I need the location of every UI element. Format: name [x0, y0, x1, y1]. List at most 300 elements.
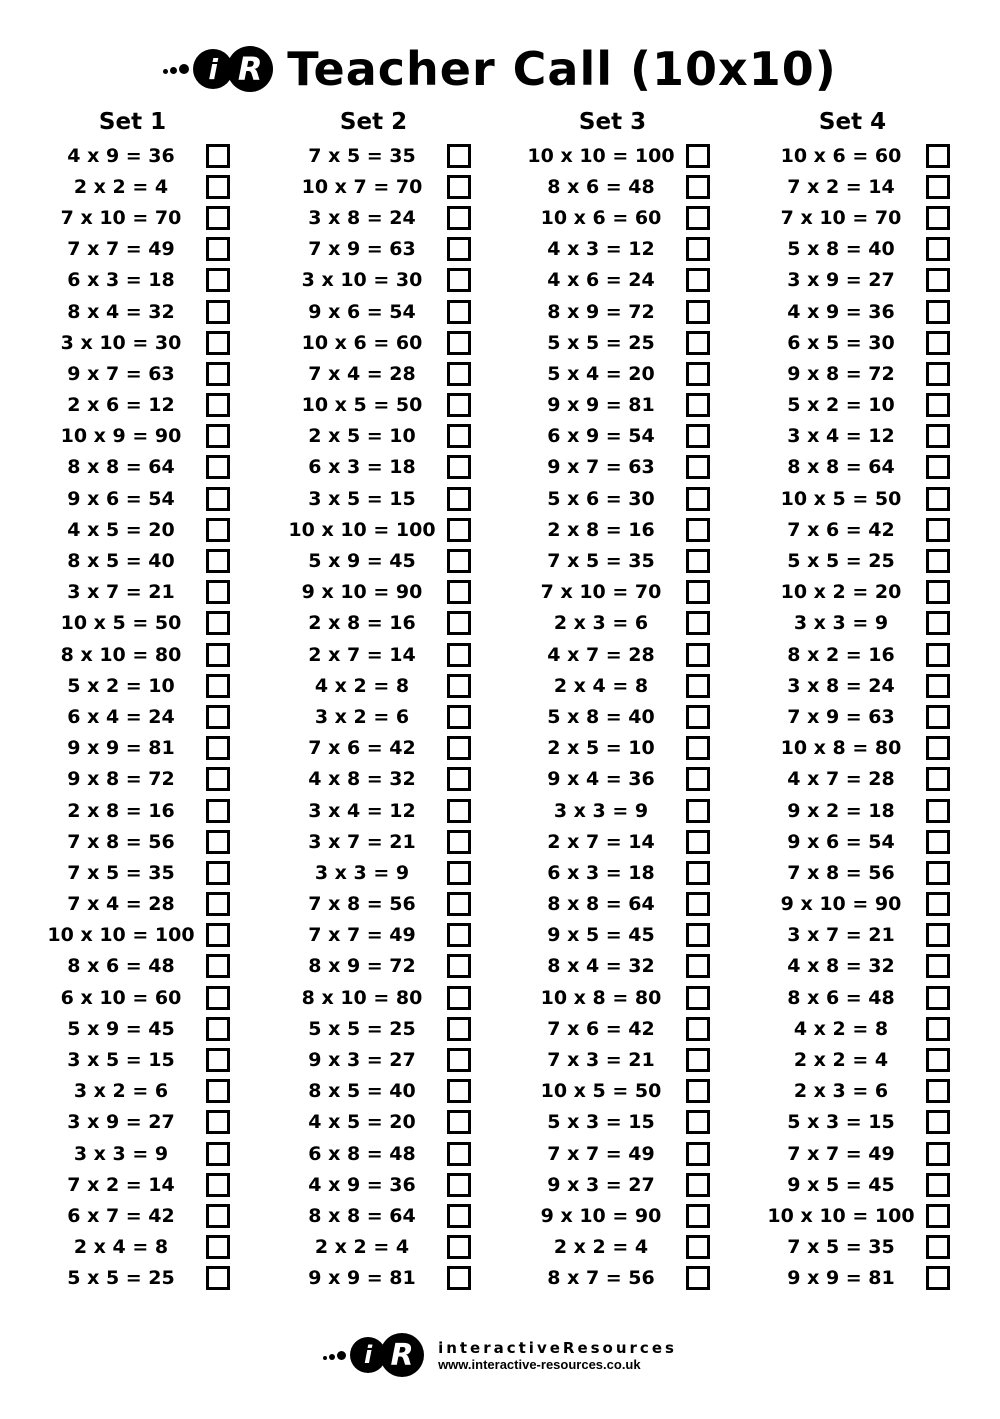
fact-checkbox[interactable]: [206, 892, 230, 916]
fact-checkbox[interactable]: [686, 923, 710, 947]
fact-checkbox[interactable]: [686, 1173, 710, 1197]
fact-checkbox[interactable]: [447, 611, 471, 635]
fact-checkbox[interactable]: [686, 611, 710, 635]
fact-checkbox[interactable]: [926, 1142, 950, 1166]
fact-row: [45, 390, 275, 421]
fact-text: 9 x 5 = 45: [787, 1173, 895, 1196]
fact-checkbox[interactable]: [926, 487, 950, 511]
fact-checkbox[interactable]: [447, 892, 471, 916]
fact-row: [525, 639, 755, 670]
fact-text: 7 x 10 = 70: [540, 581, 662, 604]
fact-checkbox[interactable]: [926, 1017, 950, 1041]
fact-text: 7 x 5 = 35: [547, 550, 655, 573]
fact-checkbox[interactable]: [447, 1204, 471, 1228]
set-title: Set 3: [578, 109, 647, 135]
fact-checkbox[interactable]: [926, 1235, 950, 1259]
fact-row: [45, 1044, 275, 1075]
fact-checkbox[interactable]: [447, 1142, 471, 1166]
fact-text: 6 x 10 = 60: [60, 986, 182, 1009]
fact-checkbox[interactable]: [206, 767, 230, 791]
fact-checkbox[interactable]: [447, 549, 471, 573]
fact-checkbox[interactable]: [447, 393, 471, 417]
fact-row: [45, 920, 275, 951]
fact-checkbox[interactable]: [206, 1048, 230, 1072]
fact-checkbox[interactable]: [206, 1204, 230, 1228]
fact-checkbox[interactable]: [926, 331, 950, 355]
fact-row: [765, 296, 995, 327]
fact-text: 7 x 6 = 42: [787, 518, 895, 541]
fact-text: 5 x 6 = 30: [547, 487, 655, 510]
fact-checkbox[interactable]: [206, 954, 230, 978]
fact-checkbox[interactable]: [206, 1266, 230, 1290]
fact-row: [286, 296, 516, 327]
fact-text: 9 x 6 = 54: [787, 830, 895, 853]
fact-checkbox[interactable]: [686, 674, 710, 698]
fact-checkbox[interactable]: [447, 268, 471, 292]
fact-row: [765, 826, 995, 857]
fact-checkbox[interactable]: [926, 1173, 950, 1197]
set-title: Set 2: [339, 109, 408, 135]
fact-row: [765, 920, 995, 951]
fact-row: [45, 701, 275, 732]
fact-row: [286, 1138, 516, 1169]
fact-row: [765, 857, 995, 888]
fact-checkbox[interactable]: [447, 861, 471, 885]
ir-logo: [163, 46, 273, 92]
fact-row: [45, 608, 275, 639]
fact-checkbox[interactable]: [686, 300, 710, 324]
fact-row: [45, 483, 275, 514]
fact-checkbox[interactable]: [926, 1266, 950, 1290]
set-column: [525, 104, 755, 1294]
fact-checkbox[interactable]: [447, 1048, 471, 1072]
fact-row: [45, 1013, 275, 1044]
fact-checkbox[interactable]: [206, 643, 230, 667]
fact-text: 5 x 3 = 15: [787, 1111, 895, 1134]
fact-checkbox[interactable]: [447, 736, 471, 760]
fact-checkbox[interactable]: [206, 362, 230, 386]
fact-checkbox[interactable]: [447, 1173, 471, 1197]
fact-checkbox[interactable]: [206, 861, 230, 885]
fact-checkbox[interactable]: [206, 799, 230, 823]
fact-text: 8 x 2 = 16: [787, 643, 895, 666]
fact-text: 7 x 3 = 21: [547, 1049, 655, 1072]
fact-row: [525, 327, 755, 358]
fact-row: [525, 265, 755, 296]
fact-checkbox[interactable]: [206, 268, 230, 292]
fact-checkbox[interactable]: [926, 767, 950, 791]
fact-row: [286, 733, 516, 764]
fact-checkbox[interactable]: [447, 674, 471, 698]
fact-checkbox[interactable]: [206, 1235, 230, 1259]
fact-text: 3 x 9 = 27: [67, 1111, 175, 1134]
fact-checkbox[interactable]: [926, 1079, 950, 1103]
fact-checkbox[interactable]: [686, 643, 710, 667]
fact-checkbox[interactable]: [686, 206, 710, 230]
fact-checkbox[interactable]: [447, 830, 471, 854]
fact-checkbox[interactable]: [926, 892, 950, 916]
footer-text: [438, 1339, 677, 1372]
fact-checkbox[interactable]: [206, 1110, 230, 1134]
fact-checkbox[interactable]: [926, 705, 950, 729]
fact-checkbox[interactable]: [686, 393, 710, 417]
fact-text: 8 x 8 = 64: [67, 456, 175, 479]
fact-checkbox[interactable]: [686, 549, 710, 573]
fact-checkbox[interactable]: [926, 580, 950, 604]
fact-row: [286, 764, 516, 795]
fact-checkbox[interactable]: [447, 175, 471, 199]
fact-text: 6 x 3 = 18: [67, 269, 175, 292]
fact-row: [286, 1107, 516, 1138]
fact-list: [45, 140, 275, 1294]
fact-text: 3 x 8 = 24: [308, 206, 416, 229]
fact-checkbox[interactable]: [926, 362, 950, 386]
fact-row: [525, 1200, 755, 1231]
fact-row: [525, 1169, 755, 1200]
fact-checkbox[interactable]: [447, 580, 471, 604]
fact-checkbox[interactable]: [447, 705, 471, 729]
fact-checkbox[interactable]: [686, 362, 710, 386]
fact-text: 4 x 6 = 24: [547, 269, 655, 292]
fact-text: 9 x 10 = 90: [540, 1204, 662, 1227]
fact-checkbox[interactable]: [206, 736, 230, 760]
fact-checkbox[interactable]: [206, 611, 230, 635]
fact-text: 5 x 2 = 10: [787, 394, 895, 417]
fact-text: 3 x 3 = 9: [793, 612, 889, 635]
fact-checkbox[interactable]: [926, 455, 950, 479]
fact-row: [765, 234, 995, 265]
fact-checkbox[interactable]: [686, 986, 710, 1010]
fact-checkbox[interactable]: [206, 393, 230, 417]
fact-checkbox[interactable]: [926, 861, 950, 885]
fact-checkbox[interactable]: [206, 487, 230, 511]
fact-text: 4 x 7 = 28: [547, 643, 655, 666]
fact-row: [286, 452, 516, 483]
fact-row: [45, 1138, 275, 1169]
fact-text: 4 x 8 = 32: [787, 955, 895, 978]
fact-checkbox[interactable]: [206, 580, 230, 604]
fact-row: [765, 982, 995, 1013]
fact-text: 10 x 5 = 50: [540, 1080, 662, 1103]
fact-text: 9 x 3 = 27: [547, 1173, 655, 1196]
fact-row: [765, 951, 995, 982]
fact-checkbox[interactable]: [447, 1266, 471, 1290]
fact-row: [45, 951, 275, 982]
fact-checkbox[interactable]: [926, 1110, 950, 1134]
fact-checkbox[interactable]: [686, 580, 710, 604]
fact-checkbox[interactable]: [206, 1079, 230, 1103]
fact-text: 7 x 4 = 28: [308, 362, 416, 385]
fact-checkbox[interactable]: [926, 518, 950, 542]
footer-logo: [323, 1333, 424, 1377]
page-title: Teacher Call (10x10): [287, 42, 837, 96]
fact-text: 5 x 3 = 15: [547, 1111, 655, 1134]
fact-checkbox[interactable]: [926, 393, 950, 417]
fact-text: 2 x 3 = 6: [553, 612, 649, 635]
fact-checkbox[interactable]: [206, 518, 230, 542]
fact-row: [765, 390, 995, 421]
fact-text: 3 x 7 = 21: [308, 830, 416, 853]
fact-checkbox[interactable]: [926, 300, 950, 324]
fact-row: [765, 514, 995, 545]
fact-checkbox[interactable]: [206, 986, 230, 1010]
fact-text: 4 x 3 = 12: [547, 238, 655, 261]
fact-text: 7 x 9 = 63: [308, 238, 416, 261]
fact-checkbox[interactable]: [447, 206, 471, 230]
fact-text: 10 x 8 = 80: [540, 986, 662, 1009]
fact-checkbox[interactable]: [686, 144, 710, 168]
fact-row: [286, 1263, 516, 1294]
fact-checkbox[interactable]: [206, 331, 230, 355]
fact-checkbox[interactable]: [206, 237, 230, 261]
fact-text: 8 x 8 = 64: [787, 456, 895, 479]
fact-row: [286, 1076, 516, 1107]
fact-text: 3 x 7 = 21: [787, 924, 895, 947]
fact-checkbox[interactable]: [926, 237, 950, 261]
fact-checkbox[interactable]: [686, 487, 710, 511]
fact-checkbox[interactable]: [926, 144, 950, 168]
fact-text: 9 x 2 = 18: [787, 799, 895, 822]
fact-checkbox[interactable]: [206, 1017, 230, 1041]
fact-text: 10 x 8 = 80: [780, 737, 902, 760]
fact-checkbox[interactable]: [447, 331, 471, 355]
fact-checkbox[interactable]: [447, 643, 471, 667]
fact-row: [286, 577, 516, 608]
fact-row: [286, 1013, 516, 1044]
fact-checkbox[interactable]: [926, 424, 950, 448]
fact-checkbox[interactable]: [206, 923, 230, 947]
fact-text: 9 x 8 = 72: [67, 768, 175, 791]
fact-checkbox[interactable]: [447, 487, 471, 511]
fact-checkbox[interactable]: [926, 549, 950, 573]
fact-checkbox[interactable]: [686, 1079, 710, 1103]
page-header: [0, 34, 1000, 104]
fact-row: [525, 1044, 755, 1075]
fact-row: [45, 421, 275, 452]
fact-row: [45, 202, 275, 233]
fact-row: [45, 265, 275, 296]
fact-text: 4 x 9 = 36: [787, 300, 895, 323]
fact-text: 5 x 4 = 20: [547, 362, 655, 385]
fact-checkbox[interactable]: [447, 455, 471, 479]
fact-row: [525, 545, 755, 576]
fact-row: [525, 202, 755, 233]
fact-row: [765, 421, 995, 452]
fact-text: 4 x 7 = 28: [787, 768, 895, 791]
fact-checkbox[interactable]: [686, 861, 710, 885]
fact-checkbox[interactable]: [686, 175, 710, 199]
fact-row: [765, 1013, 995, 1044]
fact-row: [286, 140, 516, 171]
fact-text: 2 x 5 = 10: [547, 737, 655, 760]
fact-text: 2 x 2 = 4: [314, 1236, 410, 1259]
fact-row: [286, 857, 516, 888]
fact-text: 2 x 6 = 12: [67, 394, 175, 417]
fact-checkbox[interactable]: [686, 736, 710, 760]
fact-checkbox[interactable]: [926, 830, 950, 854]
fact-checkbox[interactable]: [686, 799, 710, 823]
fact-checkbox[interactable]: [926, 986, 950, 1010]
fact-checkbox[interactable]: [686, 954, 710, 978]
fact-text: 3 x 2 = 6: [314, 705, 410, 728]
fact-row: [765, 452, 995, 483]
fact-checkbox[interactable]: [447, 424, 471, 448]
fact-checkbox[interactable]: [447, 1235, 471, 1259]
fact-row: [525, 826, 755, 857]
fact-row: [765, 639, 995, 670]
fact-checkbox[interactable]: [447, 237, 471, 261]
fact-text: 8 x 4 = 32: [67, 300, 175, 323]
fact-text: 8 x 7 = 56: [547, 1267, 655, 1290]
fact-text: 2 x 7 = 14: [547, 830, 655, 853]
fact-text: 2 x 2 = 4: [73, 175, 169, 198]
fact-text: 4 x 2 = 8: [793, 1017, 889, 1040]
fact-text: 7 x 7 = 49: [308, 924, 416, 947]
fact-text: 5 x 2 = 10: [67, 674, 175, 697]
fact-text: 8 x 10 = 80: [301, 986, 423, 1009]
fact-row: [45, 234, 275, 265]
fact-checkbox[interactable]: [686, 830, 710, 854]
fact-checkbox[interactable]: [447, 300, 471, 324]
fact-checkbox[interactable]: [926, 954, 950, 978]
fact-checkbox[interactable]: [926, 611, 950, 635]
fact-text: 8 x 6 = 48: [547, 175, 655, 198]
fact-text: 3 x 10 = 30: [301, 269, 423, 292]
fact-text: 3 x 8 = 24: [787, 674, 895, 697]
fact-checkbox[interactable]: [447, 923, 471, 947]
fact-checkbox[interactable]: [686, 1142, 710, 1166]
fact-row: [525, 1138, 755, 1169]
fact-checkbox[interactable]: [447, 144, 471, 168]
fact-checkbox[interactable]: [206, 549, 230, 573]
fact-checkbox[interactable]: [447, 799, 471, 823]
fact-checkbox[interactable]: [926, 674, 950, 698]
fact-checkbox[interactable]: [686, 237, 710, 261]
fact-checkbox[interactable]: [686, 1266, 710, 1290]
fact-checkbox[interactable]: [686, 455, 710, 479]
fact-checkbox[interactable]: [686, 424, 710, 448]
fact-checkbox[interactable]: [206, 455, 230, 479]
fact-text: 10 x 6 = 60: [780, 144, 902, 167]
fact-row: [45, 982, 275, 1013]
fact-row: [765, 733, 995, 764]
website-url: www.interactive-resources.co.uk: [438, 1356, 641, 1372]
fact-checkbox[interactable]: [686, 1204, 710, 1228]
fact-checkbox[interactable]: [206, 300, 230, 324]
fact-text: 3 x 3 = 9: [553, 799, 649, 822]
fact-row: [45, 327, 275, 358]
fact-text: 7 x 10 = 70: [780, 206, 902, 229]
fact-checkbox[interactable]: [926, 923, 950, 947]
fact-checkbox[interactable]: [206, 830, 230, 854]
fact-checkbox[interactable]: [206, 674, 230, 698]
fact-row: [525, 982, 755, 1013]
fact-row: [45, 514, 275, 545]
fact-text: 5 x 5 = 25: [308, 1017, 416, 1040]
fact-checkbox[interactable]: [206, 175, 230, 199]
fact-text: 4 x 9 = 36: [67, 144, 175, 167]
fact-row: [525, 1013, 755, 1044]
fact-checkbox[interactable]: [686, 518, 710, 542]
fact-checkbox[interactable]: [447, 362, 471, 386]
fact-checkbox[interactable]: [447, 1079, 471, 1103]
fact-checkbox[interactable]: [206, 144, 230, 168]
fact-text: 9 x 7 = 63: [67, 362, 175, 385]
fact-checkbox[interactable]: [926, 1048, 950, 1072]
fact-checkbox[interactable]: [686, 767, 710, 791]
fact-text: 2 x 8 = 16: [67, 799, 175, 822]
fact-checkbox[interactable]: [206, 206, 230, 230]
fact-checkbox[interactable]: [686, 705, 710, 729]
fact-checkbox[interactable]: [686, 1048, 710, 1072]
fact-text: 5 x 8 = 40: [787, 238, 895, 261]
fact-row: [525, 390, 755, 421]
fact-row: [286, 701, 516, 732]
fact-checkbox[interactable]: [686, 268, 710, 292]
fact-checkbox[interactable]: [686, 1017, 710, 1041]
fact-row: [525, 733, 755, 764]
fact-row: [525, 421, 755, 452]
logo-i-badge: i: [193, 49, 233, 89]
fact-checkbox[interactable]: [447, 767, 471, 791]
fact-checkbox[interactable]: [926, 643, 950, 667]
fact-checkbox[interactable]: [206, 424, 230, 448]
fact-checkbox[interactable]: [447, 954, 471, 978]
fact-row: [286, 608, 516, 639]
fact-checkbox[interactable]: [206, 705, 230, 729]
fact-text: 7 x 8 = 56: [67, 830, 175, 853]
fact-row: [765, 265, 995, 296]
fact-checkbox[interactable]: [926, 799, 950, 823]
fact-text: 7 x 5 = 35: [308, 144, 416, 167]
fact-text: 9 x 4 = 36: [547, 768, 655, 791]
fact-checkbox[interactable]: [447, 1017, 471, 1041]
fact-checkbox[interactable]: [926, 206, 950, 230]
fact-row: [45, 452, 275, 483]
fact-text: 5 x 9 = 45: [67, 1017, 175, 1040]
fact-checkbox[interactable]: [206, 1142, 230, 1166]
fact-text: 9 x 8 = 72: [787, 362, 895, 385]
fact-text: 5 x 5 = 25: [547, 331, 655, 354]
fact-row: [765, 701, 995, 732]
fact-checkbox[interactable]: [926, 1204, 950, 1228]
fact-row: [765, 795, 995, 826]
fact-row: [286, 171, 516, 202]
fact-row: [286, 234, 516, 265]
fact-checkbox[interactable]: [926, 175, 950, 199]
fact-row: [765, 1169, 995, 1200]
fact-checkbox[interactable]: [686, 892, 710, 916]
fact-checkbox[interactable]: [447, 1110, 471, 1134]
fact-row: [525, 1107, 755, 1138]
fact-checkbox[interactable]: [686, 1110, 710, 1134]
fact-checkbox[interactable]: [447, 986, 471, 1010]
fact-checkbox[interactable]: [447, 518, 471, 542]
fact-row: [765, 1232, 995, 1263]
fact-checkbox[interactable]: [926, 268, 950, 292]
fact-checkbox[interactable]: [926, 736, 950, 760]
fact-checkbox[interactable]: [686, 331, 710, 355]
fact-checkbox[interactable]: [206, 1173, 230, 1197]
fact-row: [525, 764, 755, 795]
fact-text: 2 x 8 = 16: [547, 518, 655, 541]
fact-row: [286, 421, 516, 452]
fact-text: 7 x 8 = 56: [308, 893, 416, 916]
fact-row: [286, 545, 516, 576]
fact-checkbox[interactable]: [686, 1235, 710, 1259]
fact-row: [45, 358, 275, 389]
fact-row: [525, 920, 755, 951]
